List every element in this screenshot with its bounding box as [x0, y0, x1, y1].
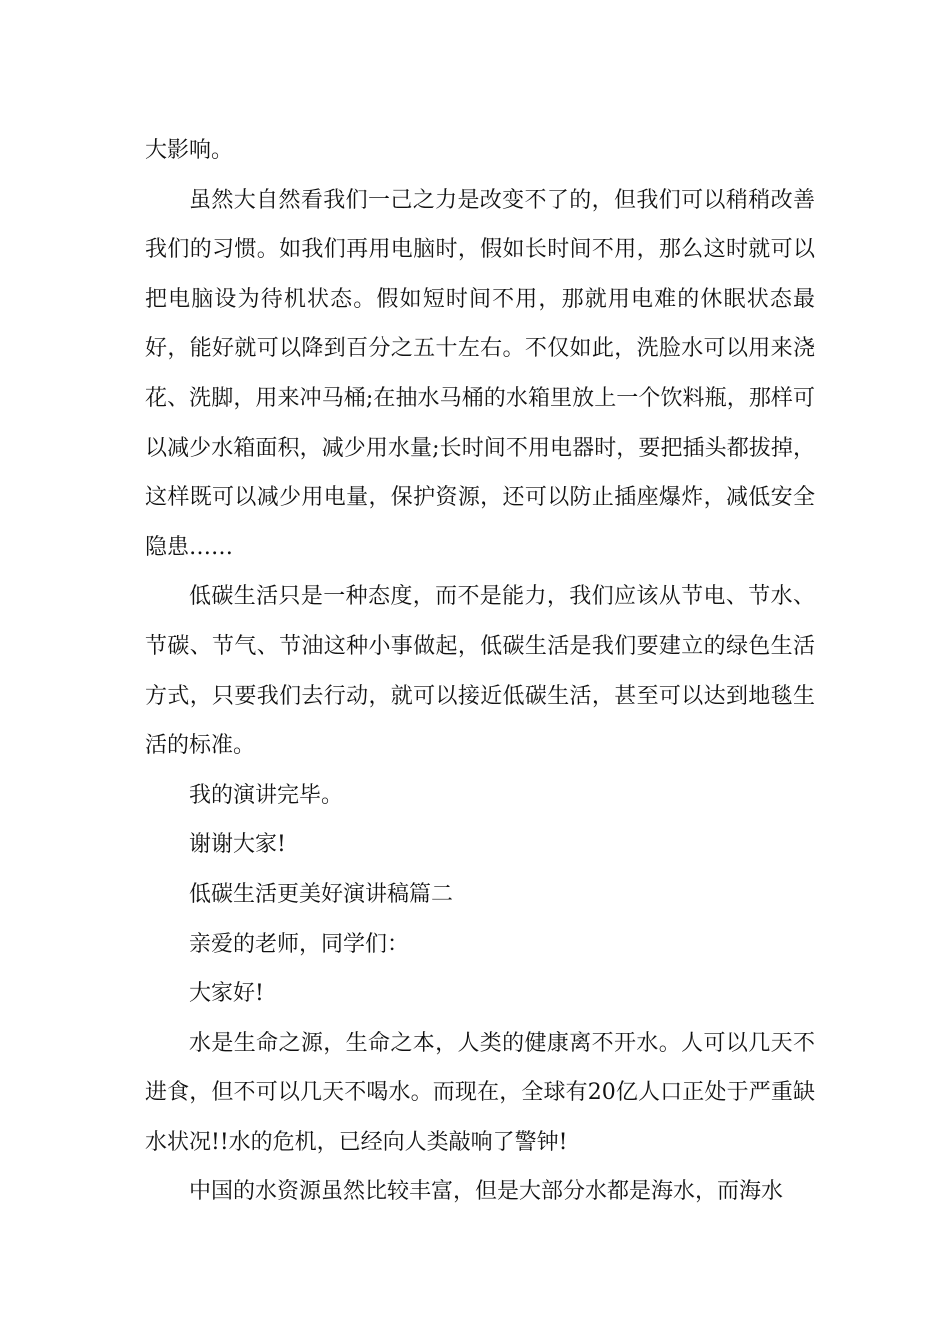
paragraph-habits: 虽然大自然看我们一己之力是改变不了的，但我们可以稍稍改善我们的习惯。如我们再用电脑时，假如长时间不用，那么这时就可以把电脑设为待机状态。假如短时间不用，那就用电难的休眠状态最好，能好就可以降到百分之五十左右。不仅如此，洗脸水可以用来浇花、洗脚，用来冲马桶;在抽水马桶的水箱里放上一个饮料瓶，那样可以减少水箱面积，减少用水量;长时间不用电器时，要把插头都拔掉，这样既可以减少用电量，保护资源，还可以防止插座爆炸，减低安全隐患……: [145, 187, 815, 560]
section-title: 低碳生活更美好演讲稿篇二: [189, 881, 454, 907]
paragraph-low-carbon-attitude: 低碳生活只是一种态度，而不是能力，我们应该从节电、节水、节碳、节气、节油这种小事做起，低碳生活是我们要建立的绿色生活方式，只要我们去行动，就可以接近低碳生活，甚至可以达到地毯生活的标准。: [145, 584, 815, 759]
paragraph-continuation: 大影响。: [145, 138, 234, 163]
paragraph-china-water: 中国的水资源虽然比较丰富，但是大部分水都是海水，而海水: [189, 1179, 784, 1205]
document-page: [145, 126, 815, 1217]
paragraph-greeting: 亲爱的老师，同学们：: [189, 931, 410, 957]
paragraph-thanks: 谢谢大家!: [189, 832, 286, 858]
paragraph-hello: 大家好!: [189, 981, 264, 1007]
paragraph-water-source: 水是生命之源，生命之本，人类的健康离不开水。人可以几天不进食，但不可以几天不喝水。而现在，全球有20亿人口正处于严重缺水状况!!水的危机，已经向人类敲响了警钟!: [145, 1030, 815, 1155]
paragraph-speech-end: 我的演讲完毕。: [189, 782, 344, 808]
